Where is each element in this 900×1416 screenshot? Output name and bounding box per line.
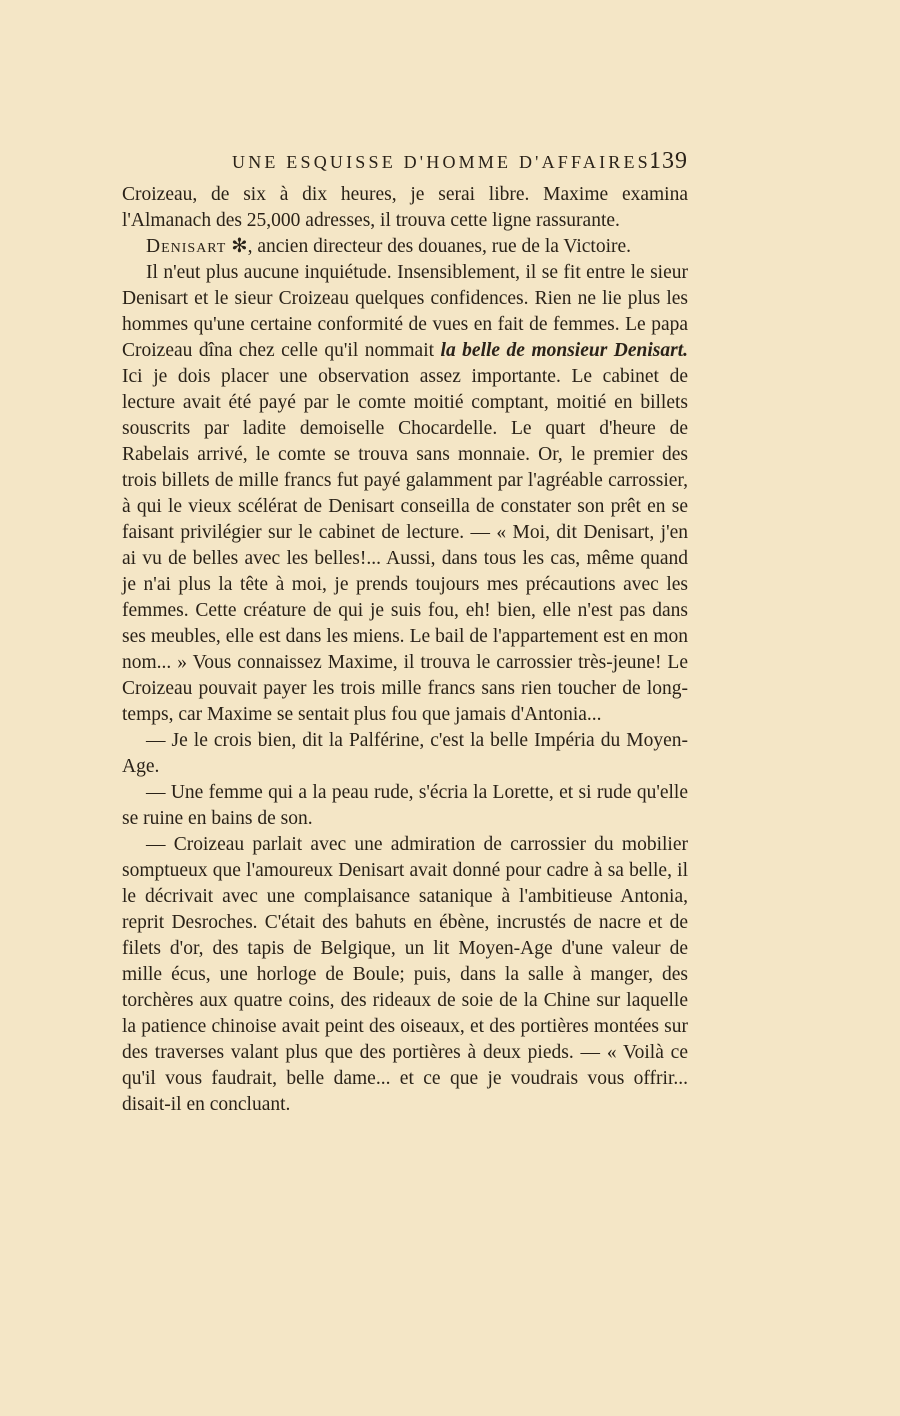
name-denisart: Denisart (146, 236, 227, 257)
running-head (122, 148, 688, 178)
paragraph: Croizeau, de six à dix heures, je serai libre. Maxime examina l'Almanach des 25,000 adresses, il trouva cette ligne rassurante. (122, 184, 688, 231)
paragraph: — Une femme qui a la peau rude, s'écria la Lorette, et si rude qu'elle se ruine en bains de son. (122, 782, 688, 829)
paragraph (122, 260, 688, 728)
paragraph: — Croizeau parlait avec une admiration de carrossier du mobilier somptueux que l'amoureux Denisart avait donné pour cadre à sa belle, il le décrivait avec une complaisance satanique à l'ambitieuse Antonia, reprit Desroches. C'était des bahuts en ébène, incrustés de nacre et de filets d'or, des tapis de Belgique, un lit Moyen-Age d'une valeur de mille écus, une horloge de Boule; puis, dans la salle à manger, des torchères aux quatre coins, des rideaux de soie de la Chine sur laquelle la patience chinoise avait peint des oiseaux, et des portières montées sur des traverses valant plus que des portières à deux pieds. — « Voilà ce qu'il vous faudrait, belle dame... et ce que je voudrais vous offrir... disait-il en concluant. (122, 834, 688, 1115)
running-title: UNE ESQUISSE D'HOMME D'AFFAIRES. (232, 152, 659, 172)
paragraph: — Je le crois bien, dit la Palférine, c'est la belle Impéria du Moyen-Age. (122, 730, 688, 777)
italic-phrase: la belle de monsieur Denisart. (440, 340, 688, 361)
paragraph (122, 234, 688, 260)
page-number: 139 (649, 148, 688, 174)
paragraph-text: Il n'eut plus aucune inquiétude. Insensiblement, il se fit entre le sieur Denisart et le sieur Croizeau quelques confidences. Rien ne lie plus les hommes qu'une certaine conformité de vues en fait de femmes. Le papa Croizeau dîna chez celle qu'il nommait (122, 262, 688, 361)
paragraph-text: , ancien directeur des douanes, rue de la Victoire. (247, 236, 632, 257)
paragraph-text: Ici je dois placer une observation assez importante. Le cabinet de lecture avait été payé par le comte moitié comptant, moitié en billets souscrits par ladite demoiselle Chocardelle. Le quart d'heure de Rabelais arrivé, le comte se trouva sans monnaie. Or, le premier des trois billets de mille francs fut payé galamment par l'agréable carrossier, à qui le vieux scélérat de Denisart conseilla de constater son prêt en se faisant privilégier sur le cabinet de lecture. — « Moi, dit Denisart, j'en ai vu de belles avec les belles!... Aussi, dans tous les cas, même quand je n'ai plus la tête à moi, je prends toujours mes précautions avec les femmes. Cette créature de qui je suis fou, eh! bien, elle n'est pas dans ses meubles, elle est dans les miens. Le bail de l'appartement est en mon nom... » Vous connaissez Maxime, il trouva le carrossier très-jeune! Le Croizeau pouvait payer les trois mille francs sans rien toucher de long-temps, car Maxime se sentait plus fou que jamais d'Antonia... (122, 366, 688, 725)
cross-mark-icon: ✻ (231, 236, 248, 257)
body-text (122, 182, 688, 1118)
